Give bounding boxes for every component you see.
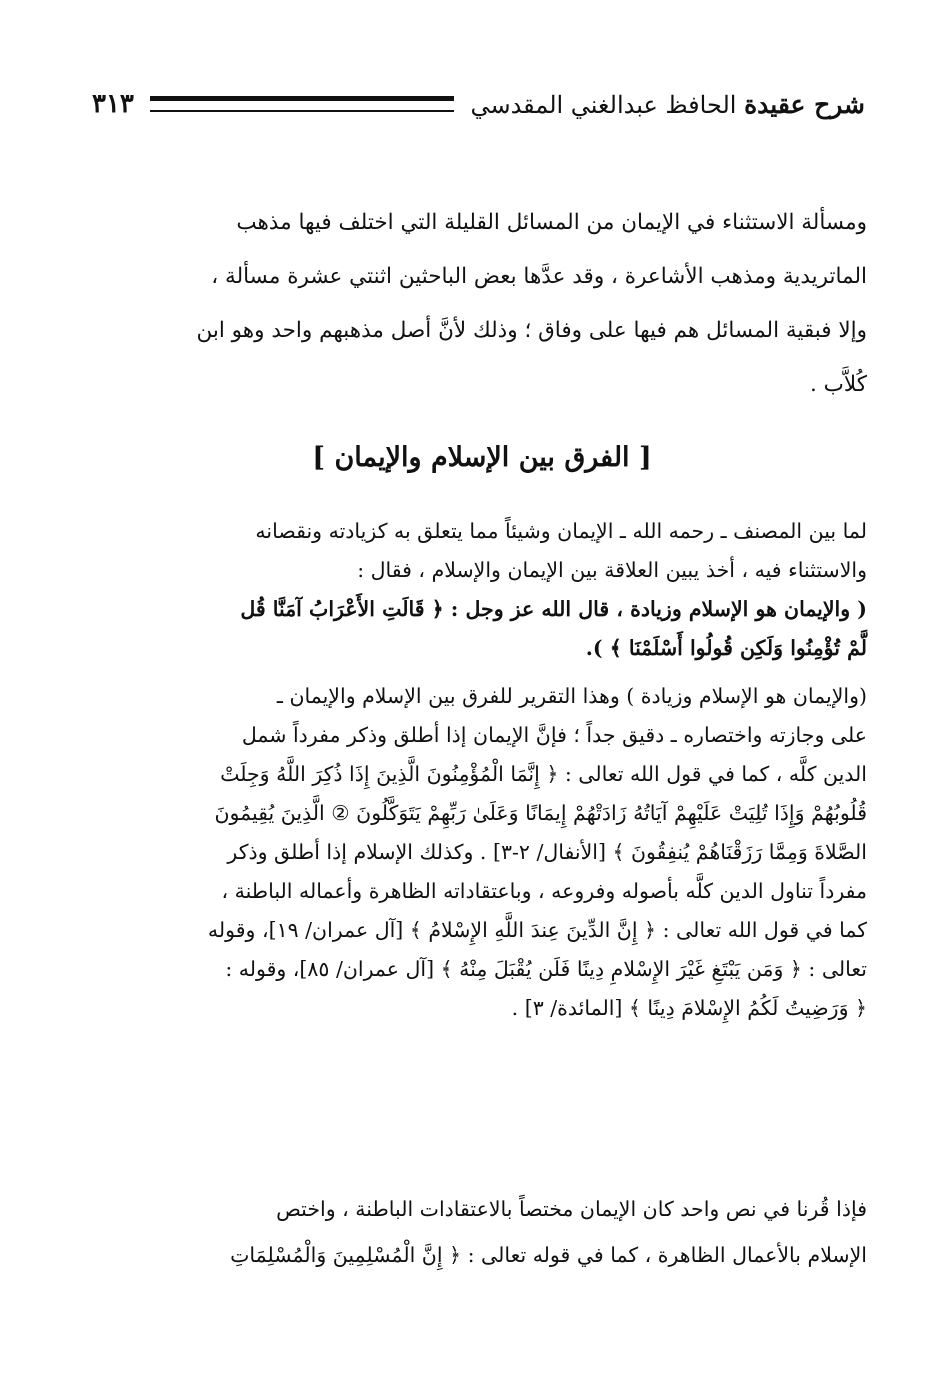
matn-quote-line: لَّمْ تُؤْمِنُوا وَلَكِن قُولُوا أَسْلَمْنَا ﴾ ). xyxy=(585,636,867,660)
text-line: تعالى : ﴿ وَمَن يَبْتَغِ غَيْرَ الإِسْلامِ دِينًا فَلَن يُقْبَلَ مِنْهُ ﴾ [آل عمران/ ٨٥]، وقوله : xyxy=(225,957,867,981)
section-heading: [ الفرق بين الإسلام والإيمان ] xyxy=(312,442,652,473)
text-line: والاستثناء فيه ، أخذ يبين العلاقة بين الإيمان والإسلام ، فقال : xyxy=(357,558,867,582)
book-title-bold: شرح عقيدة xyxy=(744,89,865,119)
text-line: على وجازته واختصاره ـ دقيق جداً ؛ فإنَّ الإيمان إذا أطلق وذكر مفرداً شمل xyxy=(241,723,867,747)
text-line: وإلا فبقية المسائل هم فيها على وفاق ؛ وذلك لأنَّ أصل مذهبهم واحد وهو ابن xyxy=(196,318,867,343)
header-rule xyxy=(150,96,455,112)
text-line: (والإيمان هو الإسلام وزيادة ) وهذا التقرير للفرق بين الإسلام والإيمان ـ xyxy=(276,684,867,708)
text-line: الدين كلَّه ، كما في قول الله تعالى : ﴿ إِنَّمَا الْمُؤْمِنُونَ الَّذِينَ إِذَا ذُكِرَ اللَّهُ وَجِلَتْ xyxy=(220,762,867,786)
book-title xyxy=(470,90,865,119)
running-header xyxy=(92,84,865,124)
book-title-rest: الحافظ عبدالغني المقدسي xyxy=(470,90,737,119)
page-number: ٣١٣ xyxy=(92,89,134,119)
text-line: ﴿ وَرَضِيتُ لَكُمُ الإِسْلامَ دِينًا ﴾ [المائدة/ ٣] . xyxy=(511,996,867,1020)
text-line: كما في قول الله تعالى : ﴿ إِنَّ الدِّينَ عِندَ اللَّهِ الإِسْلامُ ﴾ [آل عمران/ ١٩]، وقوله xyxy=(207,918,867,942)
text-line: لما بين المصنف ـ رحمه الله ـ الإيمان وشيئاً مما يتعلق به كزيادته ونقصانه xyxy=(255,519,867,543)
text-line: ومسألة الاستثناء في الإيمان من المسائل القليلة التي اختلف فيها مذهب xyxy=(236,210,867,235)
text-line: الإسلام بالأعمال الظاهرة ، كما في قوله تعالى : ﴿ إِنَّ الْمُسْلِمِينَ وَالْمُسْلِمَاتِ xyxy=(230,1243,867,1267)
matn-quote-line: ( والإيمان هو الإسلام وزيادة ، قال الله عز وجل : ﴿ قَالَتِ الأَعْرَابُ آمَنَّا قُل xyxy=(240,597,867,621)
text-line: قُلُوبُهُمْ وَإِذَا تُلِيَتْ عَلَيْهِمْ آيَاتُهُ زَادَتْهُمْ إِيمَانًا وَعَلَىٰ رَبِّهِمْ يَتَوَكَّلُونَ ② الَّذِينَ يُقِيمُونَ xyxy=(214,801,867,825)
text-line: فإذا قُرنا في نص واحد كان الإيمان مختصاً بالاعتقادات الباطنة ، واختص xyxy=(276,1197,867,1221)
text-line: الماتريدية ومذهب الأشاعرة ، وقد عدَّها بعض الباحثين اثنتي عشرة مسألة ، xyxy=(211,264,867,289)
text-line: الصَّلاةَ وَمِمَّا رَزَقْنَاهُمْ يُنفِقُونَ ﴾ [الأنفال/ ٢-٣] . وكذلك الإسلام إذا أطلق وذكر xyxy=(227,840,867,864)
text-line: مفرداً تناول الدين كلَّه بأصوله وفروعه ، وباعتقاداته الظاهرة وأعماله الباطنة ، xyxy=(221,879,867,903)
paragraph-2 xyxy=(97,512,867,1028)
paragraph-3 xyxy=(97,1186,867,1278)
text-line: كُلاَّب . xyxy=(810,372,867,397)
paragraph-1 xyxy=(97,196,867,412)
